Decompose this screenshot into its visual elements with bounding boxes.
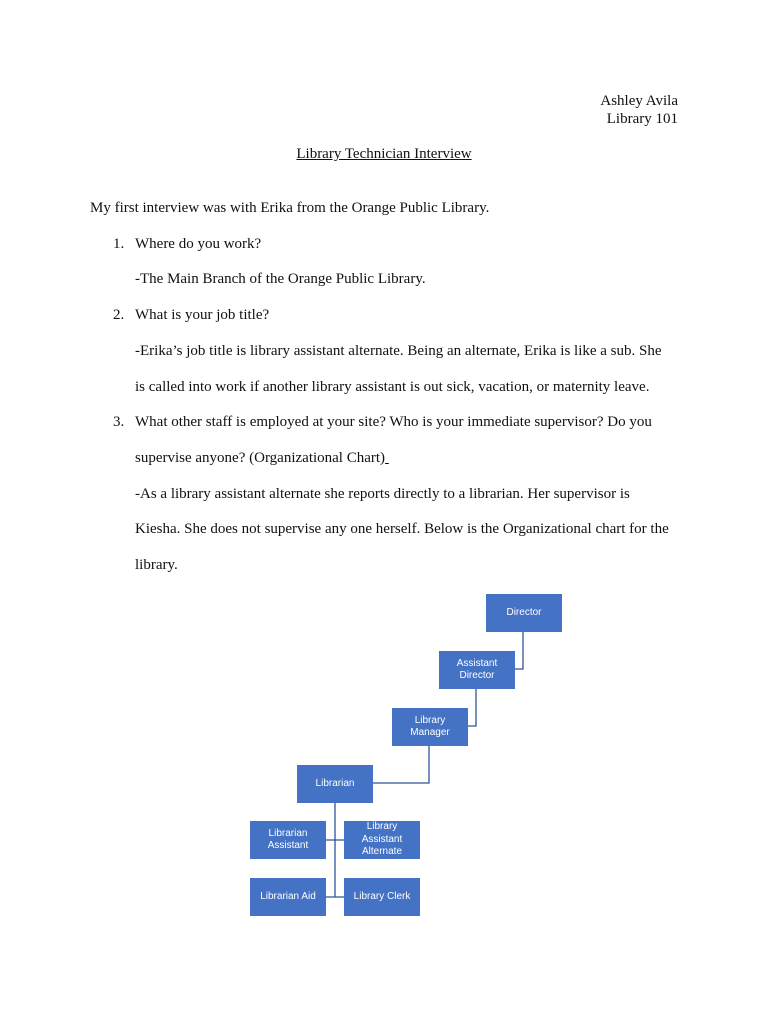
org-label-library-clerk: Library Clerk [353, 890, 411, 902]
org-box-director [486, 594, 562, 632]
org-label-library-assistant-alternate-line-2: Alternate [361, 846, 403, 858]
course-name: Library 101 [606, 111, 678, 127]
document-title: Library Technician Interview [296, 146, 472, 162]
answer-3-line-3: library. [135, 557, 178, 573]
org-label-library-assistant-alternate-line-1: Library Assistant [361, 821, 403, 845]
answer-3-line-1: -As a library assistant alternate she reports directly to a librarian. Her supervisor is [135, 486, 630, 502]
org-box-library-assistant-alternate [344, 821, 420, 859]
org-label-librarian: Librarian [315, 777, 355, 789]
org-box-library-clerk [344, 878, 420, 916]
connector-assistant-manager [468, 689, 476, 726]
author-name: Ashley Avila [600, 93, 678, 109]
question-1: Where do you work? [135, 236, 262, 252]
org-label-library-manager: Library Manager [410, 714, 450, 738]
org-label-director: Director [506, 606, 542, 618]
intro-paragraph: My first interview was with Erika from the Orange Public Library. [90, 200, 490, 216]
answer-2-line-1: -Erika’s job title is library assistant alternate. Being an alternate, Erika is like a sub. She [135, 343, 662, 359]
org-box-librarian-aid [250, 878, 326, 916]
answer-3-line-2: Kiesha. She does not supervise any one herself. Below is the Organizational chart for the [135, 521, 669, 537]
connector-manager-librarian [373, 746, 429, 783]
org-box-assistant-director [439, 651, 515, 689]
answer-2-line-2: is called into work if another library assistant is out sick, vacation, or maternity leave. [135, 379, 650, 395]
question-2: What is your job title? [135, 307, 270, 323]
org-box-librarian-assistant [250, 821, 326, 859]
org-box-library-manager [392, 708, 468, 746]
question-3-line-1: What other staff is employed at your site? Who is your immediate supervisor? Do you [135, 414, 652, 430]
answer-1: -The Main Branch of the Orange Public Library. [135, 271, 426, 287]
question-3-line-2-text: supervise anyone? (Organizational Chart) [135, 450, 386, 466]
org-label-librarian-assistant-line-1: Librarian [268, 827, 308, 839]
org-label-librarian-aid: Librarian Aid [260, 890, 316, 902]
list-number-3: 3. [113, 414, 125, 430]
list-number-2: 2. [113, 307, 125, 323]
org-label-assistant-director-line-1: Assistant [456, 657, 498, 669]
org-label-assistant-director-line-2: Director [459, 670, 495, 681]
org-box-librarian [297, 765, 373, 803]
org-label-librarian-assistant-line-2: Assistant [267, 840, 309, 851]
list-number-1: 1. [113, 236, 125, 252]
connector-director-assistant [515, 632, 523, 669]
